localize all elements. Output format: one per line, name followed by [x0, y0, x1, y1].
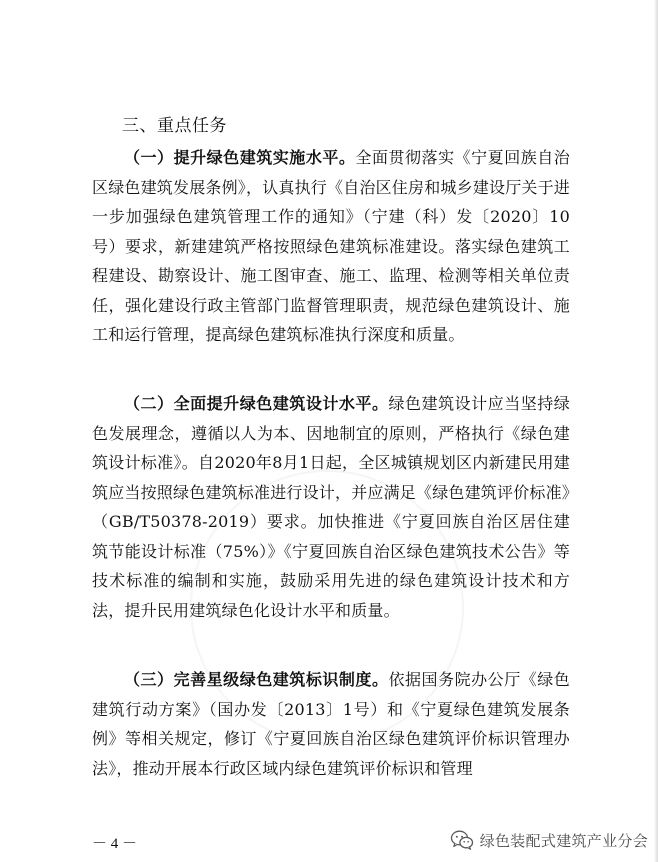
wechat-icon	[450, 829, 474, 851]
task-section-3	[92, 665, 570, 783]
watermark-text: 绿色装配式建筑产业分会	[479, 831, 648, 850]
wechat-watermark	[450, 828, 648, 852]
task-paragraph-1	[92, 143, 570, 350]
task-section-2	[92, 389, 570, 625]
task-body-2: 绿色建筑设计应当坚持绿色发展理念，遵循以人为本、因地制宜的原则，严格执行《绿色建筑设计标准》。自2020年8月1日起，全区城镇规划区内新建民用建筑应当按照绿色建筑标准进行设计，并应满足《绿色建筑评价标准》（GB/T50378-2019）要求。加快推进《宁夏回族自治区居住建筑节能设计标准（75%）》《宁夏回族自治区绿色建筑技术公告》等技术标准的编制和实施，鼓励采用先进的绿色建筑设计技术和方法，提升民用建筑绿色化设计水平和质量。	[92, 394, 571, 620]
task-body-3: 依据国务院办公厅《绿色建筑行动方案》（国办发〔2013〕1号）和《宁夏绿色建筑发展条例》等相关规定，修订《宁夏回族自治区绿色建筑评价标识管理办法》，推动开展本行政区域内绿色建筑评价标识和管理	[92, 670, 571, 778]
task-title-2: （二）全面提升绿色建筑设计水平。	[124, 394, 389, 413]
task-title-1: （一）提升绿色建筑实施水平。	[124, 148, 356, 167]
task-body-1: 全面贯彻落实《宁夏回族自治区绿色建筑发展条例》，认真执行《自治区住房和城乡建设厅关于进一步加强绿色建筑管理工作的通知》（宁建（科）发〔2020〕10号）要求，新建建筑严格按照绿色建筑标准建设。落实绿色建筑工程建设、勘察设计、施工图审查、施工、监理、检测等相关单位责任，强化建设行政主管部门监督管理职责，规范绿色建筑设计、施工和运行管理，提高绿色建筑标准执行深度和质量。	[92, 148, 571, 344]
task-section-1	[92, 143, 570, 350]
task-title-3: （三）完善星级绿色建筑标识制度。	[124, 670, 389, 689]
task-paragraph-2	[92, 389, 570, 625]
task-paragraph-3	[92, 665, 570, 783]
page-number: － 4 －	[92, 836, 138, 852]
section-heading: 三、重点任务	[122, 116, 227, 136]
page-edge-shadow	[654, 0, 658, 862]
page-footer	[0, 828, 658, 862]
